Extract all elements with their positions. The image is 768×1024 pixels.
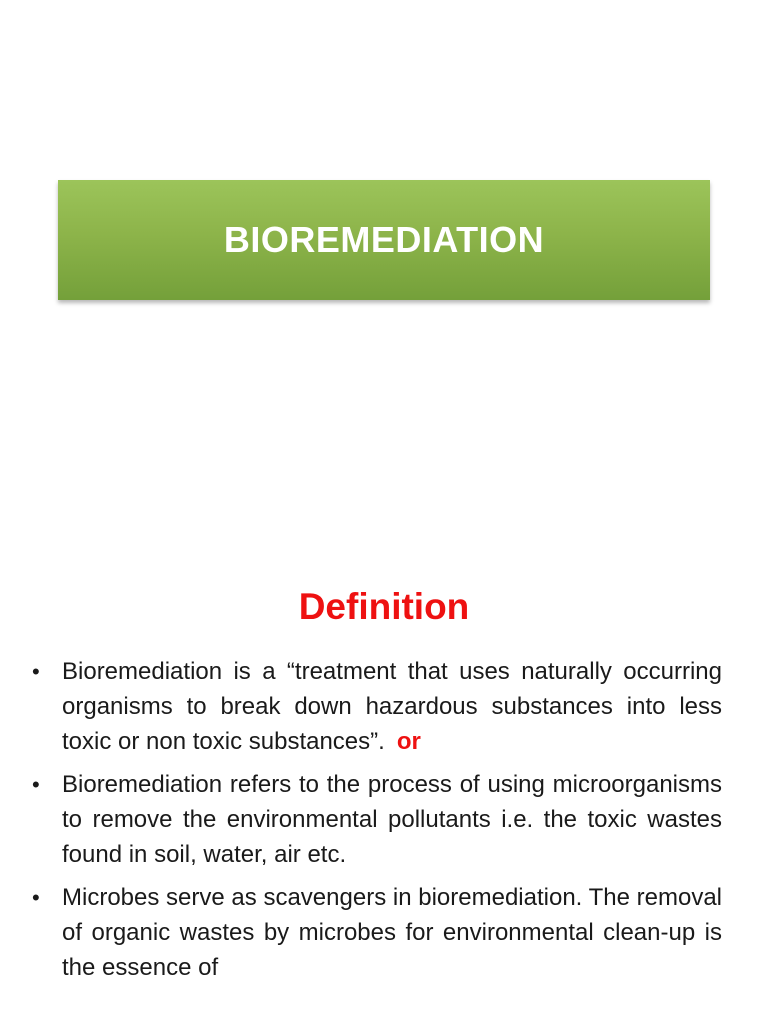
bullet-text-body: Bioremediation is a “treatment that uses naturally occurring organisms to break down hazardous substances into less toxic or non toxic substances”.	[62, 658, 722, 755]
bullet-text	[62, 654, 722, 759]
section-heading: Definition	[298, 586, 470, 627]
bullet-item	[32, 880, 722, 985]
bullet-icon: •	[32, 885, 40, 910]
bullet-icon: •	[32, 772, 40, 797]
or-emphasis: or	[396, 728, 421, 755]
bullet-list	[32, 654, 722, 993]
slide-title: BIOREMEDIATION	[223, 219, 545, 260]
bullet-text: Microbes serve as scavengers in bioremediation. The removal of organic wastes by microbes for environmental clean-up is the essence of	[62, 884, 722, 981]
bullet-item	[32, 767, 722, 872]
bullet-icon: •	[32, 659, 40, 684]
bullet-item	[32, 654, 722, 759]
bullet-text: Bioremediation refers to the process of using microorganisms to remove the environmental pollutants i.e. the toxic wastes found in soil, water, air etc.	[62, 771, 722, 868]
title-banner	[58, 180, 710, 300]
